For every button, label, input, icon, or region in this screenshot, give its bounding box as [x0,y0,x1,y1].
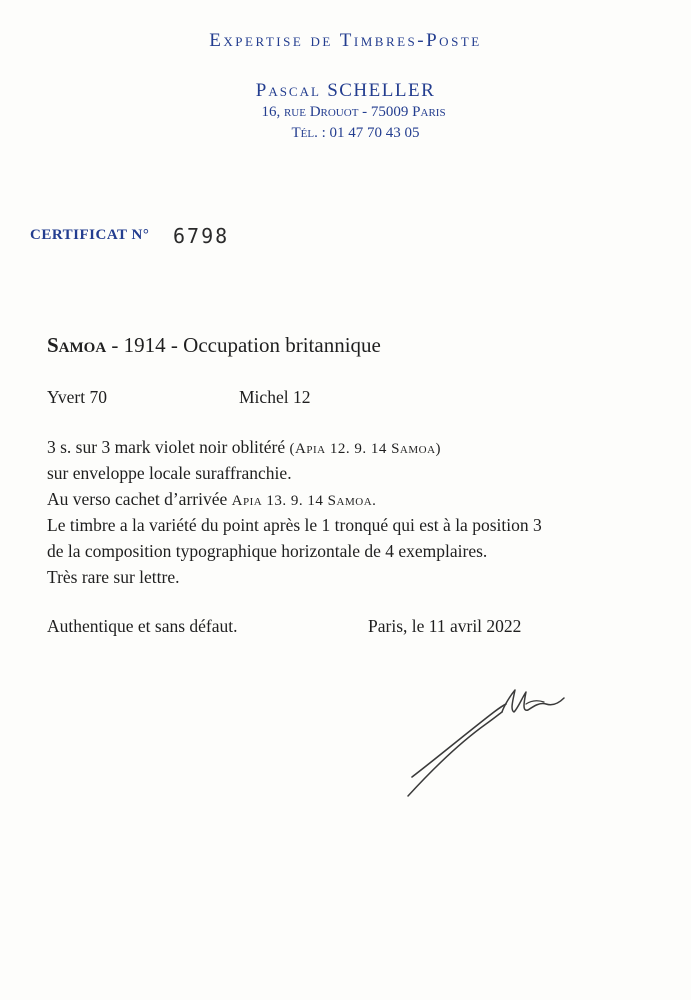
handwritten-signature [398,682,578,807]
catalogue-references [47,387,311,408]
arrival-cachet-text: Au verso cachet d’arrivée [47,489,232,509]
description-line-3 [47,489,376,510]
stamp-description: 3 s. sur 3 mark violet noir oblitéré [47,437,290,457]
subject-country: Samoa [47,333,107,357]
expert-first-name: Pascal [255,80,321,101]
arrival-postmark: Apia 13. 9. 14 Samoa. [231,493,377,509]
subject-details: - 1914 - Occupation britannique [106,333,381,357]
certificate-label: CERTIFICAT N° [30,227,150,243]
header-title: Expertise de Timbres-Poste [209,30,482,51]
expert-phone [10,125,691,142]
cancel-postmark: (Apia 12. 9. 14 Samoa) [289,441,442,457]
description-line-6: Très rare sur lettre. [47,567,180,587]
description-line-4: Le timbre a la variété du point après le 1 tronqué qui est à la position 3 [47,515,542,535]
yvert-reference: Yvert 70 [47,387,107,407]
description-line-2: sur enveloppe locale suraffranchie. [47,463,292,483]
expert-name [0,80,691,102]
description-line-5: de la composition typographique horizontale de 4 exemplaires. [47,541,488,561]
certificate-subject [47,333,381,358]
place-and-date: Paris, le 11 avril 2022 [368,616,522,636]
expert-last-name: SCHELLER [327,80,436,101]
authenticity-conclusion: Authentique et sans défaut. [47,616,238,636]
phone-number: : 01 47 70 43 05 [321,125,420,141]
certificate-number-block [30,224,230,248]
phone-label: Tél. [291,125,318,141]
expert-address [8,104,691,121]
address-text: 16, rue Drouot - 75009 Paris [261,104,446,120]
michel-reference: Michel 12 [239,387,311,407]
certificate-number: 6798 [173,224,230,248]
description-line-1 [47,437,441,458]
